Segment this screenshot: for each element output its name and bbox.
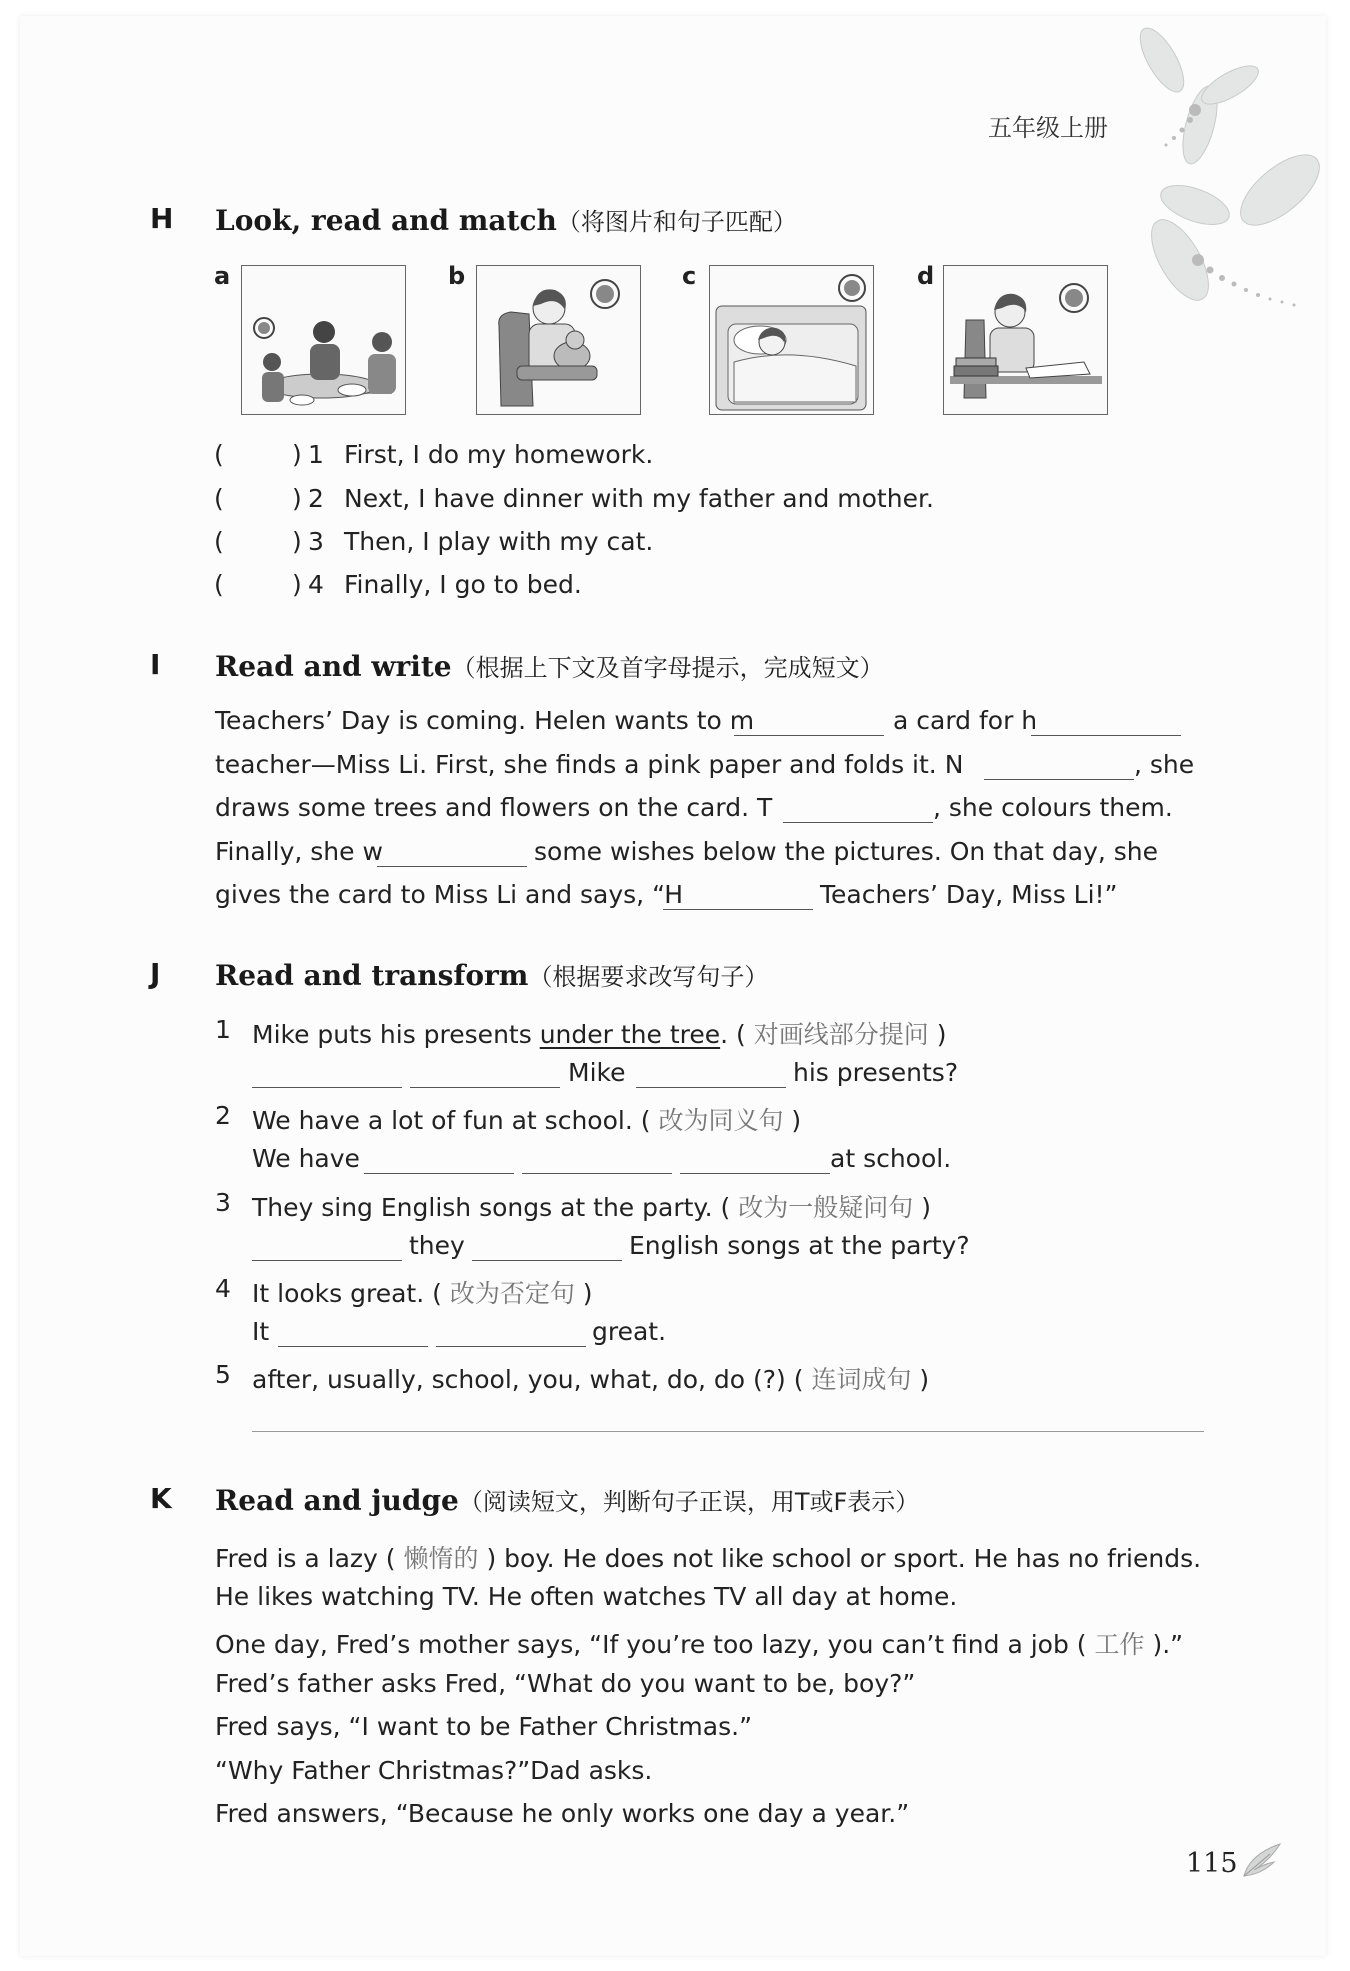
paren-close-3: ) [292,527,302,556]
picture-d-label: d [917,262,935,290]
section-k-title-text: Read and judge [215,1484,459,1517]
q4-answer-word-1: It [252,1317,270,1346]
transform-question-2 [252,1101,801,1137]
passage-line-3a: draws some trees and flowers on the card. T [215,793,773,822]
q3-close: ) [921,1193,931,1222]
story-line-7: Fred answers, “Because he only works one day a year.” [215,1799,910,1828]
blank-happy[interactable] [663,908,813,910]
q4-hint: 改为否定句 [449,1279,575,1308]
story-line-3-hint: 工作 [1094,1630,1145,1659]
q3-answer-word-1: they [409,1231,465,1260]
q1-blank-2[interactable] [410,1086,560,1088]
section-h-title [215,202,797,237]
transform-num-2: 2 [215,1101,231,1130]
section-k-title [215,1482,919,1517]
transform-num-1: 1 [215,1015,231,1044]
story-line-3-post: ).” [1152,1630,1184,1659]
story-line-1-hint: 懒惰的 [403,1544,479,1573]
q2-answer-word-1: We have [252,1144,360,1173]
match-num-4: 4 [308,570,324,599]
q4-blank-2[interactable] [436,1345,586,1347]
section-j-title [215,957,768,992]
passage-line-2b: , she [1134,750,1195,779]
section-k-letter: K [150,1482,172,1515]
transform-num-5: 5 [215,1360,231,1389]
passage-line-4b: some wishes below the pictures. On that day, she [534,837,1159,866]
story-line-2: He likes watching TV. He often watches TV all day at home. [215,1582,958,1611]
section-h-note: （将图片和句子匹配） [556,208,797,236]
story-line-3-pre: One day, Fred’s mother says, “If you’re too lazy, you can’t find a job ( [215,1630,1087,1659]
passage-line-1a: Teachers’ Day is coming. Helen wants to m [215,706,755,735]
story-line-1-pre: Fred is a lazy ( [215,1544,396,1573]
section-j-note: （根据要求改写句子） [528,963,769,991]
section-h-title-text: Look, read and match [215,204,557,237]
transform-question-5 [252,1360,929,1396]
q3-text: They sing English songs at the party. ( [252,1193,731,1222]
q2-close: ) [791,1106,802,1135]
section-j-letter: J [150,957,161,990]
girl-in-bed-picture [709,265,874,415]
story-line-6: “Why Father Christmas?”Dad asks. [215,1756,653,1785]
match-sentence-4: Finally, I go to bed. [344,570,582,599]
paren-close-4: ) [292,570,302,599]
transform-question-1 [252,1015,946,1051]
family-dinner-picture [241,265,406,415]
q5-text: after, usually, school, you, what, do, do (?) ( [252,1365,804,1394]
page-number: 115 [1186,1848,1238,1879]
blank-her[interactable] [1031,734,1181,736]
story-line-5: Fred says, “I want to be Father Christmas.” [215,1712,753,1741]
q3-hint: 改为一般疑问句 [738,1193,914,1222]
match-num-2: 2 [308,484,324,513]
q3-blank-2[interactable] [472,1259,622,1261]
picture-a-label: a [214,262,231,290]
story-line-4: Fred’s father asks Fred, “What do you want to be, boy?” [215,1669,916,1698]
blank-then[interactable] [783,821,933,823]
q2-blank-1[interactable] [364,1172,514,1174]
passage-line-4a: Finally, she w [215,837,383,866]
section-i-title [215,648,884,683]
q5-close: ) [919,1365,930,1394]
paren-open-1: ( [214,440,224,469]
passage-line-5b: Teachers’ Day, Miss Li!” [820,880,1118,909]
q1-close: ) [936,1020,947,1049]
q5-answer-line[interactable] [252,1430,1204,1432]
q1-post: . ( [720,1020,746,1049]
section-i-letter: I [150,648,161,681]
q5-hint: 连词成句 [811,1365,912,1394]
blank-made[interactable] [734,734,884,736]
girl-with-cat-picture [476,265,641,415]
passage-line-2a: teacher—Miss Li. First, she finds a pink paper and folds it. N [215,750,964,779]
q2-answer-word-2: at school. [830,1144,952,1173]
match-num-1: 1 [308,440,324,469]
feather-icon [1240,1840,1284,1880]
q2-hint: 改为同义句 [658,1106,784,1135]
passage-line-1b: a card for h [893,706,1038,735]
section-h-letter: H [150,202,174,235]
match-sentence-1: First, I do my homework. [344,440,654,469]
transform-question-4 [252,1274,593,1310]
transform-question-3 [252,1188,931,1224]
paren-close-2: ) [292,484,302,513]
q1-hint: 对画线部分提问 [753,1020,929,1049]
q2-blank-3[interactable] [680,1172,830,1174]
paren-open-2: ( [214,484,224,513]
match-num-3: 3 [308,527,324,556]
story-line-1 [215,1539,1201,1575]
match-sentence-2: Next, I have dinner with my father and mother. [344,484,934,513]
transform-num-4: 4 [215,1274,231,1303]
story-line-3 [215,1625,1183,1661]
q1-pre: Mike puts his presents [252,1020,540,1049]
story-line-1-post: ) boy. He does not like school or sport. He has no friends. [486,1544,1202,1573]
grade-label: 五年级上册 [988,114,1108,142]
q1-underlined: under the tree [539,1020,721,1049]
transform-num-3: 3 [215,1188,231,1217]
q1-answer-word-2: his presents? [793,1058,959,1087]
q1-blank-1[interactable] [252,1086,402,1088]
picture-c-label: c [682,262,697,290]
q2-blank-2[interactable] [522,1172,672,1174]
q1-blank-3[interactable] [636,1086,786,1088]
picture-b-label: b [448,262,466,290]
q3-answer-word-2: English songs at the party? [629,1231,970,1260]
blank-writes[interactable] [377,865,527,867]
q4-answer-word-2: great. [592,1317,667,1346]
q3-blank-1[interactable] [252,1259,402,1261]
blank-next[interactable] [984,778,1134,780]
dragonfly-icon [1110,20,1340,350]
paren-open-4: ( [214,570,224,599]
section-i-note: （根据上下文及首字母提示，完成短文） [451,654,884,682]
section-k-note: （阅读短文，判断句子正误，用T或F表示） [458,1488,920,1516]
match-sentence-3: Then, I play with my cat. [344,527,654,556]
section-i-title-text: Read and write [215,650,452,683]
passage-line-3b: , she colours them. [933,793,1173,822]
section-j-title-text: Read and transform [215,959,529,992]
q4-text: It looks great. ( [252,1279,442,1308]
passage-line-5a: gives the card to Miss Li and says, “H [215,880,684,909]
q1-answer-word-1: Mike [568,1058,626,1087]
paren-close-1: ) [292,440,302,469]
q4-blank-1[interactable] [278,1345,428,1347]
girl-homework-picture [943,265,1108,415]
paren-open-3: ( [214,527,224,556]
q4-close: ) [582,1279,593,1308]
q2-text: We have a lot of fun at school. ( [252,1106,651,1135]
